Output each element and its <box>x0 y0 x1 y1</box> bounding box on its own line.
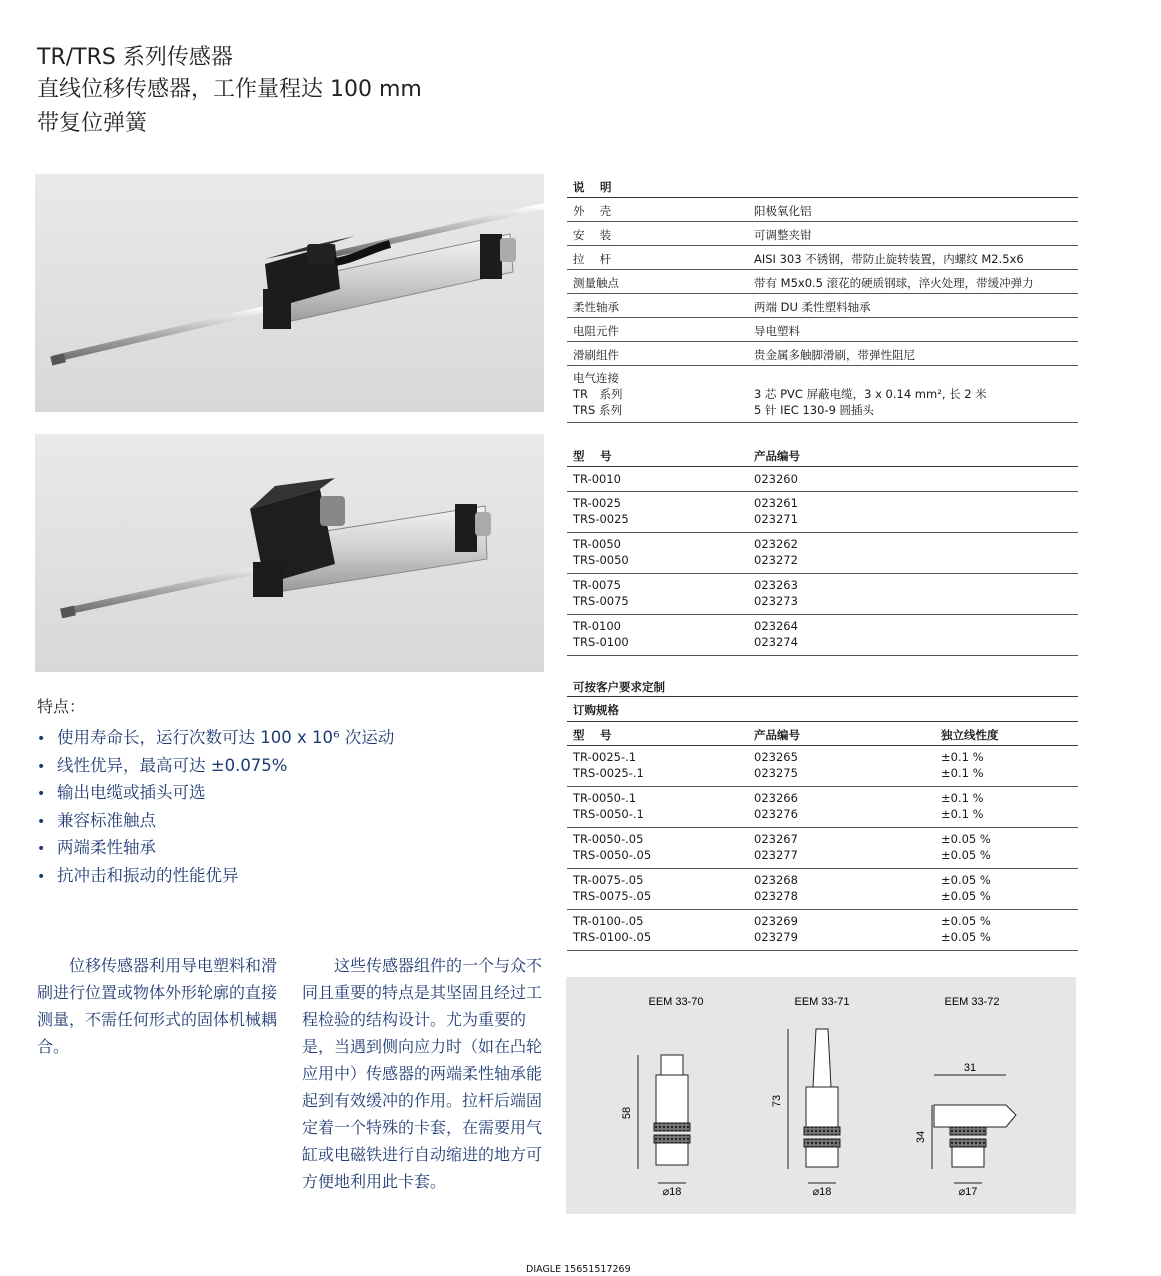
table-row <box>567 492 1078 533</box>
title-line-1: TR/TRS 系列传感器 <box>37 45 233 70</box>
table-row <box>567 746 1078 787</box>
linearity-cell: ±0.05 % <box>941 930 991 944</box>
code-cell: 023267 <box>754 832 798 846</box>
code-cell: 023263 <box>754 578 798 592</box>
table-row <box>567 574 1078 615</box>
electrical-tr-value: 3 芯 PVC 屏蔽电缆，3 x 0.14 mm², 长 2 米 <box>754 387 987 401</box>
code-cell: 023274 <box>754 635 798 649</box>
model-cell: TR-0025-.1 <box>573 750 637 764</box>
model-col-header: 型 号 <box>573 449 612 463</box>
spec-value: 两端 DU 柔性塑料轴承 <box>754 300 871 314</box>
dimension-label: ⌀18 <box>662 1186 682 1198</box>
spec-label: 外 壳 <box>573 204 612 218</box>
linearity-cell: ±0.1 % <box>941 791 984 805</box>
dimension-label: 34 <box>915 1130 927 1144</box>
code-cell: 023279 <box>754 930 798 944</box>
model-cell: TR-0100 <box>573 619 621 633</box>
footer-text: DIAGLE 15651517269 <box>526 1264 631 1275</box>
custom-title: 订购规格 <box>573 703 619 717</box>
table-row <box>567 869 1078 910</box>
model-cell: TRS-0100 <box>573 635 629 649</box>
electrical-trs-value: 5 针 IEC 130-9 圆插头 <box>754 403 875 417</box>
paragraph-right: 这些传感器组件的一个与众不同且重要的特点是其坚固且经过工程检验的结构设计。尤为重要的是，当遇到侧向应力时（如在凸轮应用中）传感器的两端柔性轴承能起到有效缓冲的作用。拉杆后端固定着一个特殊的卡套，在需要用气缸或电磁铁进行自动缩进的地方可方便地利用此卡套。 <box>302 956 543 1191</box>
list-item: • 兼容标准触点 <box>37 810 156 830</box>
linearity-cell: ±0.1 % <box>941 807 984 821</box>
electrical-trs-label: TRS 系列 <box>573 403 622 417</box>
spec-label: 测量触点 <box>573 276 619 290</box>
electrical-tr-label: TR 系列 <box>573 387 623 401</box>
code-cell: 023278 <box>754 889 798 903</box>
model-cell: TR-0050-.05 <box>573 832 644 846</box>
linearity-cell: ±0.05 % <box>941 873 991 887</box>
features-title: 特点： <box>37 697 86 716</box>
code-cell: 023273 <box>754 594 798 608</box>
model-cell: TRS-0075 <box>573 594 629 608</box>
connector-name: EEM 33-71 <box>794 996 850 1008</box>
code-cell: 023275 <box>754 766 798 780</box>
code-cell: 023276 <box>754 807 798 821</box>
dimension-label: 58 <box>621 1106 633 1120</box>
spec-label: 滑刷组件 <box>573 348 619 362</box>
list-item: • 两端柔性轴承 <box>37 838 156 857</box>
connector-eem-33-70 <box>638 1055 690 1183</box>
spec-label: 柔性轴承 <box>573 300 619 314</box>
linearity-col-header: 独立线性度 <box>941 728 999 742</box>
product-photo-trs <box>35 434 544 672</box>
model-cell: TRS-0050-.05 <box>573 848 652 862</box>
code-cell: 023262 <box>754 537 798 551</box>
code-col-header: 产品编号 <box>754 728 800 742</box>
table-row <box>567 533 1078 574</box>
electrical-label: 电气连接 <box>573 371 619 385</box>
code-cell: 023268 <box>754 873 798 887</box>
model-table <box>567 444 1078 656</box>
features-list <box>37 724 394 889</box>
model-cell: TRS-0025 <box>573 512 629 526</box>
model-cell: TR-0050 <box>573 537 621 551</box>
product-photo-tr <box>35 174 544 412</box>
connector-name: EEM 33-72 <box>944 996 1000 1008</box>
connector-name: EEM 33-70 <box>648 996 704 1008</box>
code-cell: 023271 <box>754 512 798 526</box>
model-cell: TRS-0050-.1 <box>573 807 644 821</box>
title-line-2: 直线位移传感器，工作量程达 100 mm <box>37 77 422 102</box>
custom-note: 可按客户要求定制 <box>573 680 665 694</box>
spec-value: 阳极氧化铝 <box>754 204 812 218</box>
spec-label: 拉 杆 <box>573 252 612 266</box>
spec-value: 可调整夹钳 <box>754 228 812 242</box>
code-cell: 023264 <box>754 619 798 633</box>
model-cell: TR-0050-.1 <box>573 791 637 805</box>
dimension-label: 31 <box>963 1062 977 1074</box>
table-row <box>567 910 1078 951</box>
title-line-3: 带复位弹簧 <box>37 111 148 136</box>
list-item: • 抗冲击和振动的性能优异 <box>37 865 239 885</box>
spec-value: 贵金属多触脚滑刷，带弹性阻尼 <box>754 348 915 362</box>
code-cell: 023265 <box>754 750 798 764</box>
linearity-cell: ±0.1 % <box>941 750 984 764</box>
spec-label: 电阻元件 <box>573 324 619 338</box>
connector-drawings <box>566 977 1076 1214</box>
code-cell: 023269 <box>754 914 798 928</box>
model-cell: TR-0100-.05 <box>573 914 644 928</box>
table-row <box>567 615 1078 656</box>
connector-eem-33-72 <box>932 1075 1016 1183</box>
model-cell: TRS-0025-.1 <box>573 766 644 780</box>
spec-value: 导电塑料 <box>754 324 800 338</box>
custom-order-table <box>567 674 1078 951</box>
linearity-cell: ±0.05 % <box>941 914 991 928</box>
table-row <box>567 787 1078 828</box>
model-cell: TR-0075 <box>573 578 621 592</box>
linearity-cell: ±0.05 % <box>941 848 991 862</box>
code-cell: 023260 <box>754 472 798 486</box>
paragraph-left: 位移传感器利用导电塑料和滑刷进行位置或物体外形轮廓的直接测量，不需任何形式的固体机械耦合。 <box>37 956 278 1056</box>
connector-eem-33-71 <box>788 1029 840 1183</box>
model-cell: TRS-0100-.05 <box>573 930 652 944</box>
model-cell: TRS-0050 <box>573 553 629 567</box>
model-cell: TRS-0075-.05 <box>573 889 652 903</box>
dimension-label: ⌀18 <box>812 1186 832 1198</box>
code-cell: 023272 <box>754 553 798 567</box>
list-item: • 线性优异，最高可达 ±0.075% <box>37 755 288 775</box>
model-cell: TR-0010 <box>573 472 621 486</box>
code-cell: 023266 <box>754 791 798 805</box>
spec-label: 安 装 <box>573 228 612 242</box>
table-row <box>567 828 1078 869</box>
list-item: • 使用寿命长，运行次数可达 100 x 10⁶ 次运动 <box>37 728 395 747</box>
dimension-label: 73 <box>771 1094 783 1108</box>
model-cell: TR-0075-.05 <box>573 873 644 887</box>
spec-table <box>567 174 1078 423</box>
table-row <box>567 467 1078 492</box>
model-cell: TR-0025 <box>573 496 621 510</box>
code-col-header: 产品编号 <box>754 449 800 463</box>
linearity-cell: ±0.05 % <box>941 889 991 903</box>
linearity-cell: ±0.1 % <box>941 766 984 780</box>
spec-value: AISI 303 不锈钢，带防止旋转装置，内螺纹 M2.5x6 <box>754 252 1024 266</box>
dimension-label: ⌀17 <box>958 1186 978 1198</box>
linearity-cell: ±0.05 % <box>941 832 991 846</box>
code-cell: 023261 <box>754 496 798 510</box>
spec-value: 带有 M5x0.5 滚花的硬质钢球，淬火处理，带缓冲弹力 <box>754 276 1034 290</box>
model-col-header: 型 号 <box>573 728 612 742</box>
spec-header: 说 明 <box>573 180 612 194</box>
code-cell: 023277 <box>754 848 798 862</box>
list-item: • 输出电缆或插头可选 <box>37 783 206 802</box>
